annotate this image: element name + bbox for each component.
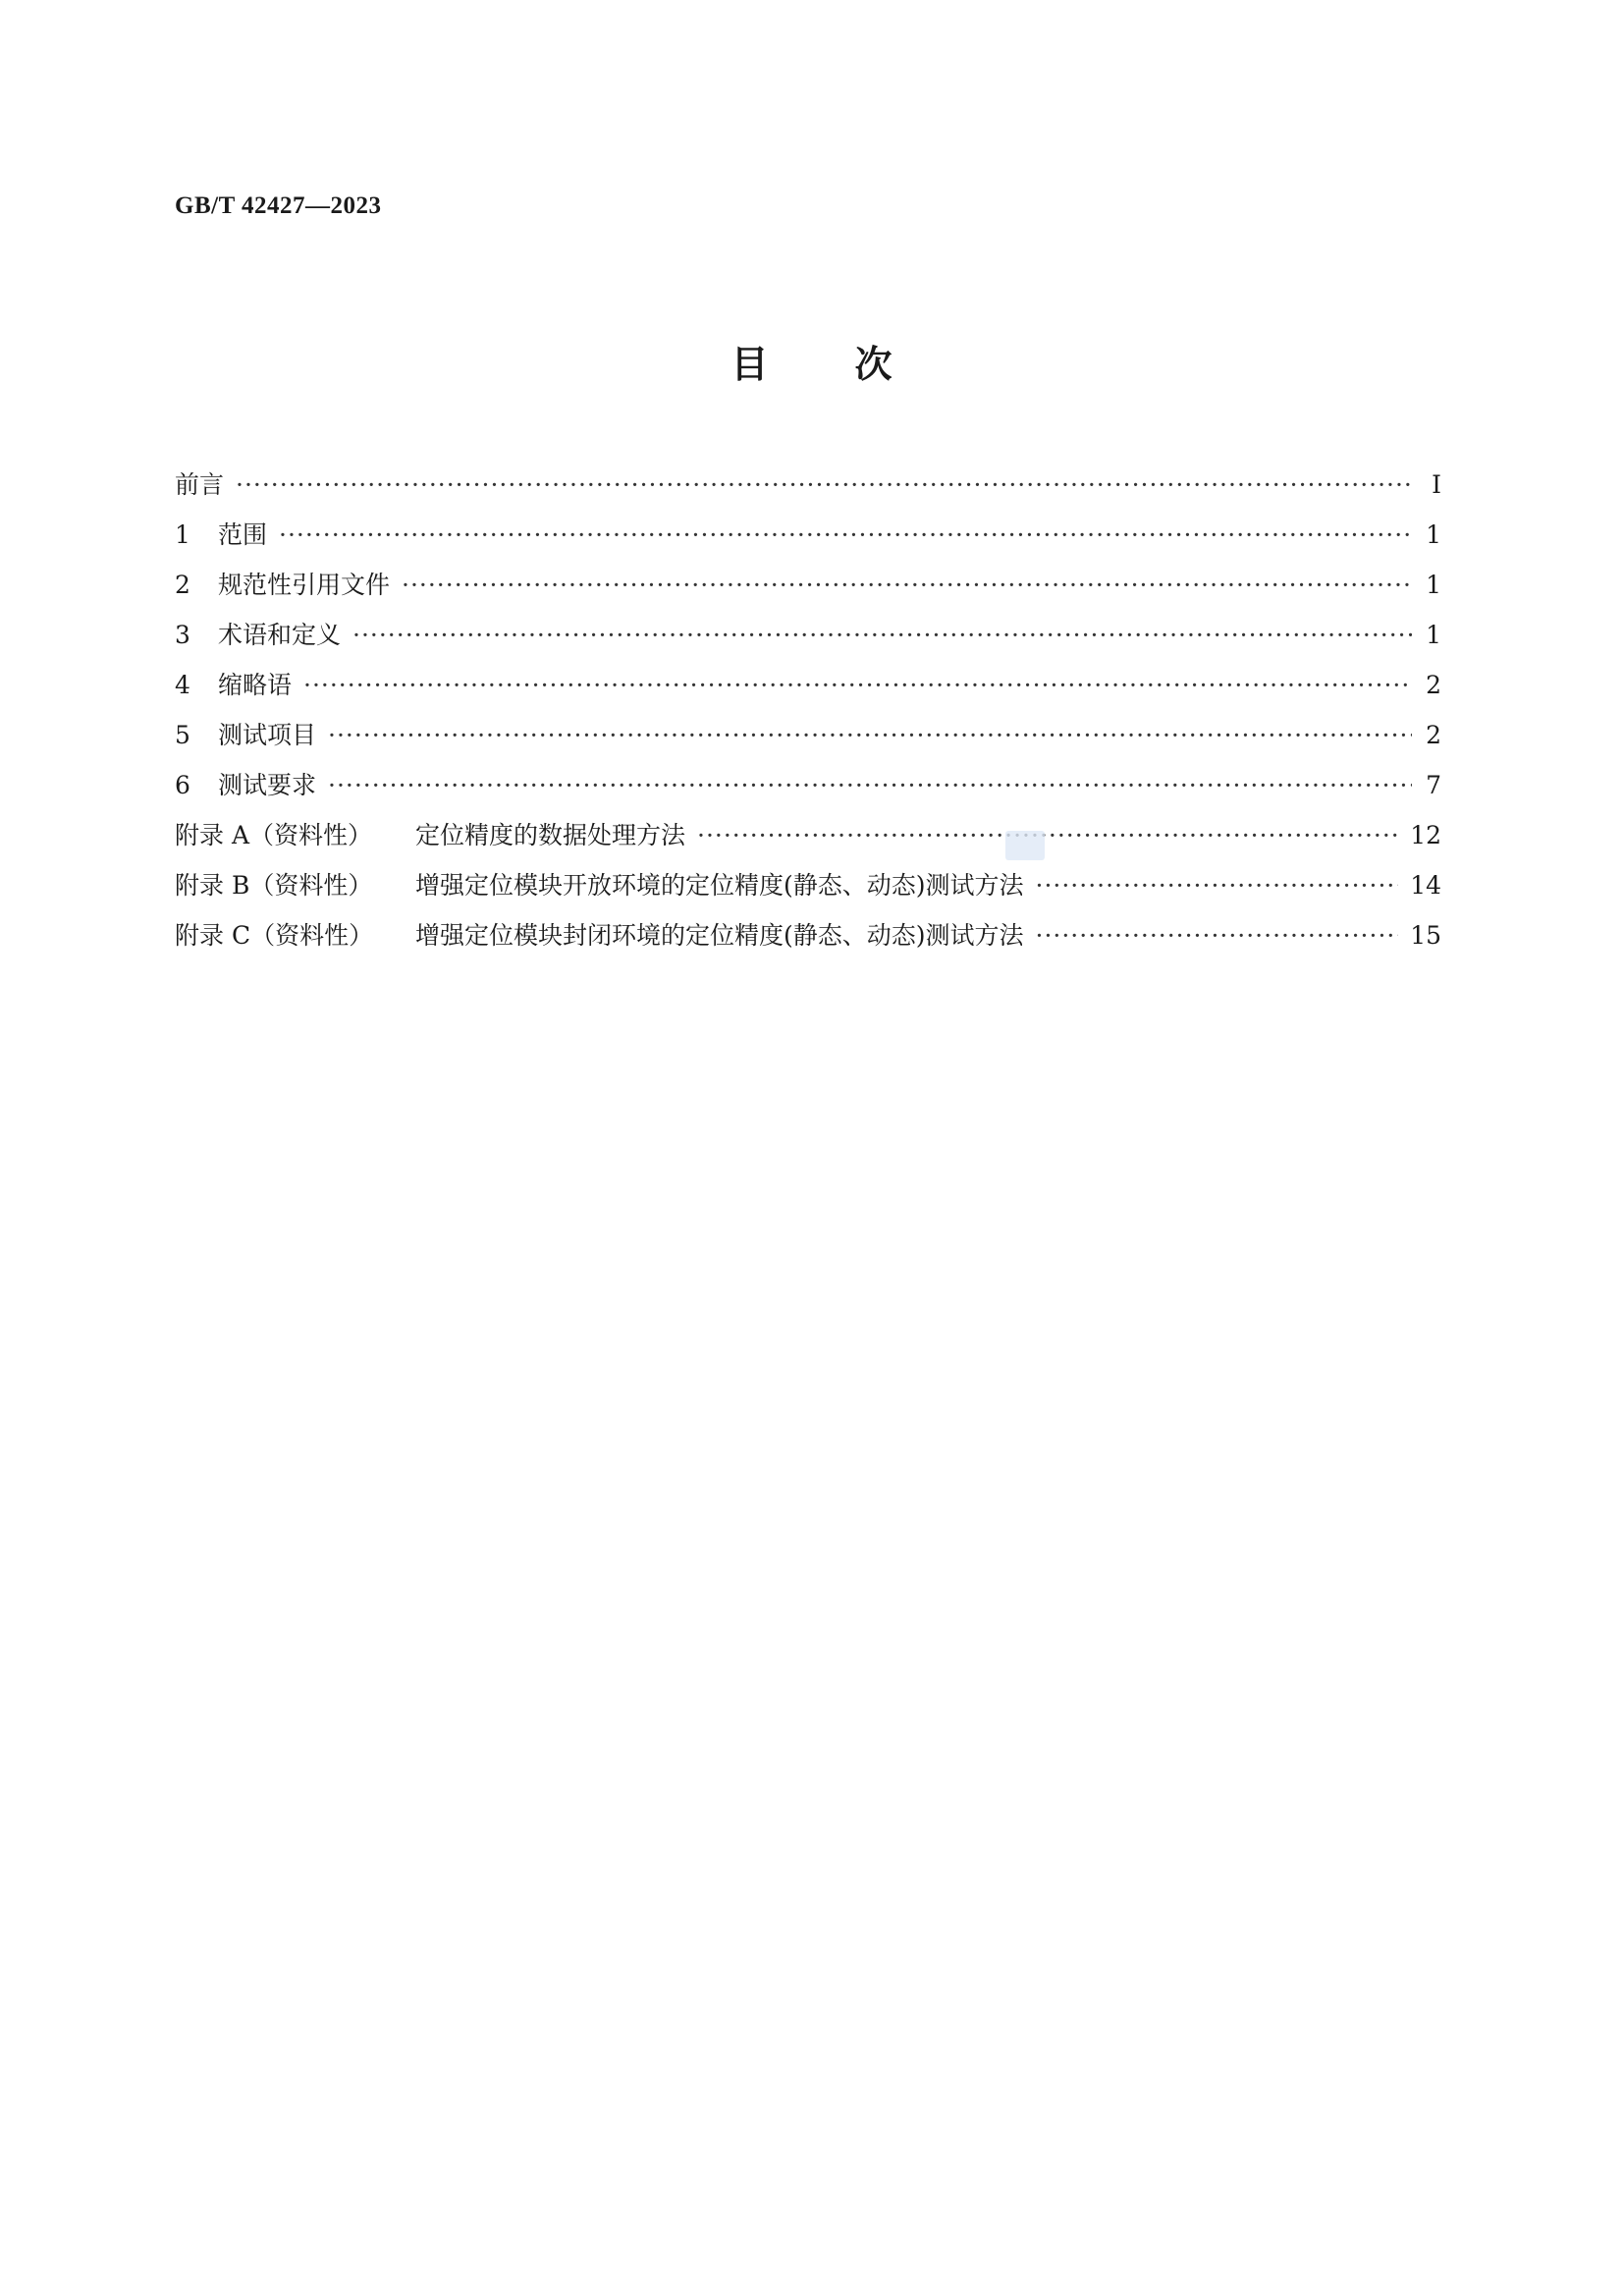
toc-entry-annex-a[interactable] [175,816,1441,866]
toc-leader-dots [697,821,1398,849]
toc-entry-label: 增强定位模块封闭环境的定位精度(静态、动态)测试方法 [415,921,1024,950]
toc-entry-abbreviations[interactable] [175,666,1441,716]
toc-leader-dots [1036,921,1399,950]
toc-entry-number: 6 [175,771,190,799]
toc-entry-page: 7 [1426,771,1441,799]
toc-entry-scope[interactable] [175,516,1441,566]
toc-entry-label: 规范性引用文件 [218,571,391,599]
toc-entry-foreword[interactable] [175,465,1441,516]
toc-entry-annex-b[interactable] [175,866,1441,916]
toc-entry-label: 前言 [175,470,225,499]
toc-entry-terms-definitions[interactable] [175,616,1441,666]
toc-title: 目次 [730,343,979,386]
toc-entry-number: 4 [175,671,190,699]
toc-entry-page: Ⅰ [1432,470,1441,499]
toc-entry-label: 测试项目 [218,721,317,749]
toc-leader-dots [352,621,1412,649]
toc-annex-tag: 附录 A（资料性） [175,821,373,849]
toc-leader-dots [328,771,1412,799]
toc-entry-label: 增强定位模块开放环境的定位精度(静态、动态)测试方法 [415,871,1024,900]
toc-entry-label: 范围 [218,520,268,549]
toc-entry-number: 1 [175,520,190,549]
toc-leader-dots [402,571,1412,599]
toc-entry-label: 缩略语 [218,671,293,699]
toc-entry-page: 1 [1426,621,1441,649]
toc-entry-page: 15 [1410,921,1441,950]
watermark-mark [1005,831,1045,860]
toc-leader-dots [328,721,1412,749]
toc-entry-page: 2 [1426,671,1441,699]
toc-entry-page: 2 [1426,721,1441,749]
toc-entry-test-items[interactable] [175,716,1441,766]
toc-entry-page: 1 [1426,520,1441,549]
toc-entry-page: 14 [1410,871,1441,900]
toc-annex-tag: 附录 B（资料性） [175,871,373,900]
toc-entry-normative-references[interactable] [175,566,1441,616]
document-code: GB/T 42427—2023 [175,192,382,219]
toc-entry-number: 2 [175,571,190,599]
toc-entry-annex-c[interactable] [175,916,1441,966]
toc-entry-page: 12 [1410,821,1441,849]
toc-entry-label: 术语和定义 [218,621,342,649]
toc-entry-page: 1 [1426,571,1441,599]
toc-entry-number: 5 [175,721,190,749]
toc-leader-dots [303,671,1412,699]
table-of-contents [175,465,1441,966]
toc-leader-dots [279,520,1412,549]
toc-annex-tag: 附录 C（资料性） [175,921,374,950]
toc-entry-label: 测试要求 [218,771,317,799]
toc-entry-test-requirements[interactable] [175,766,1441,816]
toc-leader-dots [1036,871,1399,900]
toc-leader-dots [236,470,1412,499]
toc-entry-number: 3 [175,621,190,649]
toc-entry-label: 定位精度的数据处理方法 [415,821,686,849]
